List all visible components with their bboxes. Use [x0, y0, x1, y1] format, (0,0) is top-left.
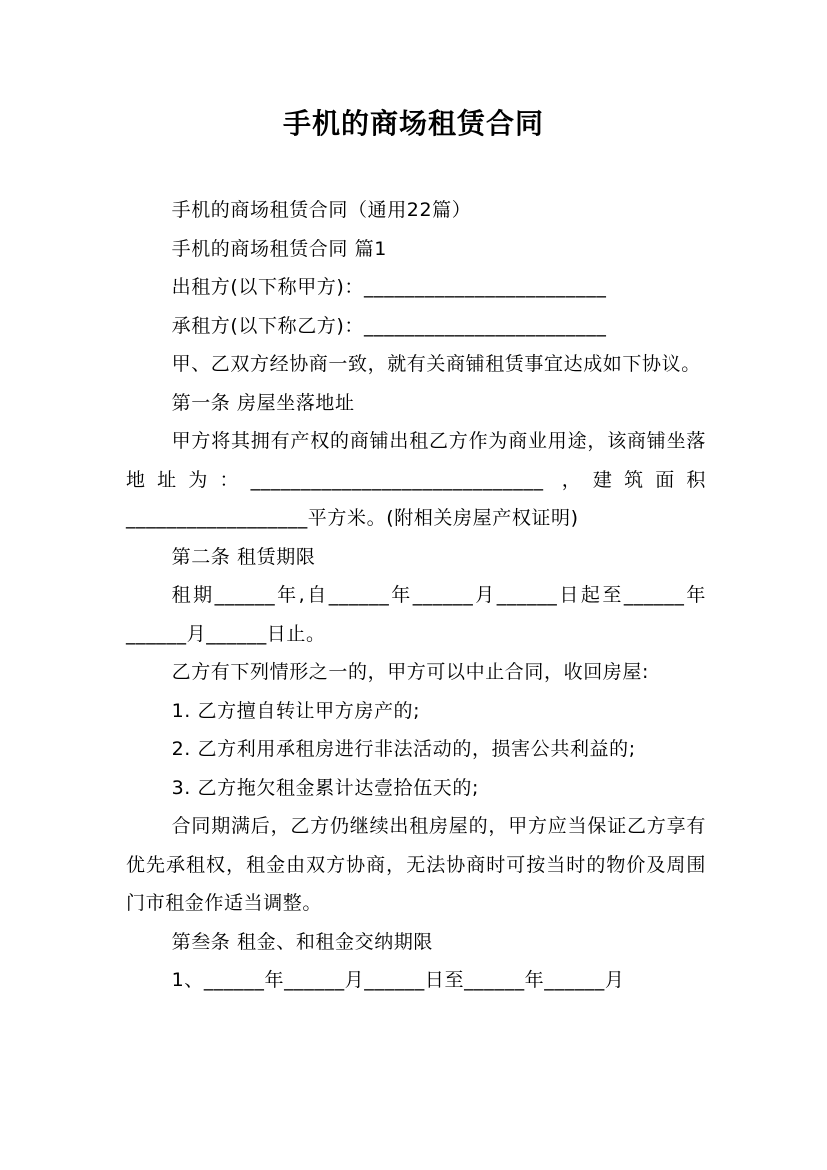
paragraph-agreement: 甲、乙双方经协商一致，就有关商铺租赁事宜达成如下协议。: [171, 353, 701, 375]
paragraph-termination-conditions: 乙方有下列情形之一的，甲方可以中止合同，收回房屋:: [171, 661, 649, 683]
paragraph-lessee: 承租方(以下称乙方)：________________________: [171, 314, 607, 337]
paragraph-article-3-heading: 第叁条 租金、和租金交纳期限: [171, 930, 434, 953]
paragraph-condition-1: 1. 乙方擅自转让甲方房产的;: [171, 699, 421, 722]
paragraph-article-1-body: 甲方将其拥有产权的商铺出租乙方作为商业用途，该商铺坐落地址为：_____________________________ ，建筑面积__________________平方米。(附相关房屋产权证明): [126, 430, 706, 529]
paragraph-article-1-heading: 第一条 房屋坐落地址: [171, 391, 355, 414]
document-title: 手机的商场租赁合同: [282, 107, 544, 140]
paragraph-condition-3: 3. 乙方拖欠租金累计达壹拾伍天的;: [171, 776, 479, 799]
paragraph-rent-period-1: 1、______年______月______日至______年______月: [171, 969, 625, 991]
paragraph-article-2-heading: 第二条 租赁期限: [171, 545, 316, 568]
paragraph-renewal: 合同期满后，乙方仍继续出租房屋的，甲方应当保证乙方享有优先承租权，租金由双方协商，无法协商时可按当时的物价及周围门市租金作适当调整。: [126, 815, 706, 914]
paragraph-section-heading: 手机的商场租赁合同 篇1: [171, 237, 387, 260]
paragraph-lease-term: 租期______年,自______年______月______日起至______年______月______日止。: [126, 584, 706, 645]
paragraph-condition-2: 2. 乙方利用承租房进行非法活动的，损害公共利益的;: [171, 738, 636, 760]
paragraph-lessor: 出租方(以下称甲方)：________________________: [171, 276, 607, 298]
document-body: [126, 191, 706, 1000]
paragraph-subtitle: 手机的商场租赁合同（通用22篇）: [171, 199, 472, 221]
